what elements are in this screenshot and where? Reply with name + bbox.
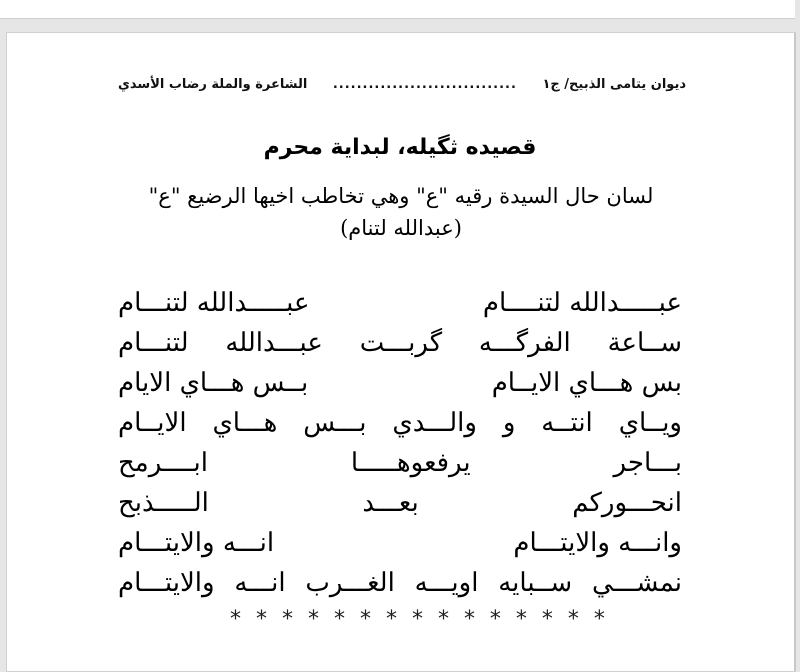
poem-line: ويــاي انتــه و والـــدي بـــس هـــاي الايــام: [118, 408, 682, 438]
poem-line: [118, 528, 682, 568]
verse-first-half: وانـــه والايتـــام: [513, 528, 682, 558]
poem-subtitle: لسان حال السيدة رقيه "ع" وهي تخاطب اخيها الرضيع "ع" (عبدالله لتنام): [148, 184, 654, 240]
poem-body: [118, 288, 682, 608]
poem-line: انحـــوركم بعـــد الـــــذبح: [118, 488, 682, 518]
poem-line: ســاعة الفرگـــه گربـــت عبـــدالله لتنـــام: [118, 328, 682, 358]
verse-second-half: بــس هـــاي الايام: [118, 368, 309, 398]
stars-divider: * * * * * * * * * * * * * * *: [230, 607, 609, 632]
poem-title: قصيده ثگيله، لبداية محرم: [263, 135, 537, 160]
header-author: الشاعرة والملة رضاب الأسدي: [118, 77, 308, 92]
header-book-title: ديوان يتامى الذبيح/ ج١: [542, 77, 686, 92]
poem-line: نمشـــي ســبايه اويـــه الغـــرب انـــه والايتـــام: [118, 568, 682, 598]
verse-second-half: عبـــــدالله لتنـــام: [118, 288, 310, 318]
poem-line: بـــاجر يرفعوهـــــا ابــــرمح: [118, 448, 682, 478]
poem-line: [118, 288, 682, 328]
header-dots: ...............................: [332, 77, 517, 92]
verse-second-half: انـــه والايتـــام: [118, 528, 275, 558]
verse-first-half: بس هـــاي الايــام: [491, 368, 682, 398]
verse-first-half: عبـــــدالله لتنــــام: [482, 288, 682, 318]
running-header: [118, 77, 686, 92]
poem-line: [118, 368, 682, 408]
previous-page-edge: [0, 0, 795, 19]
